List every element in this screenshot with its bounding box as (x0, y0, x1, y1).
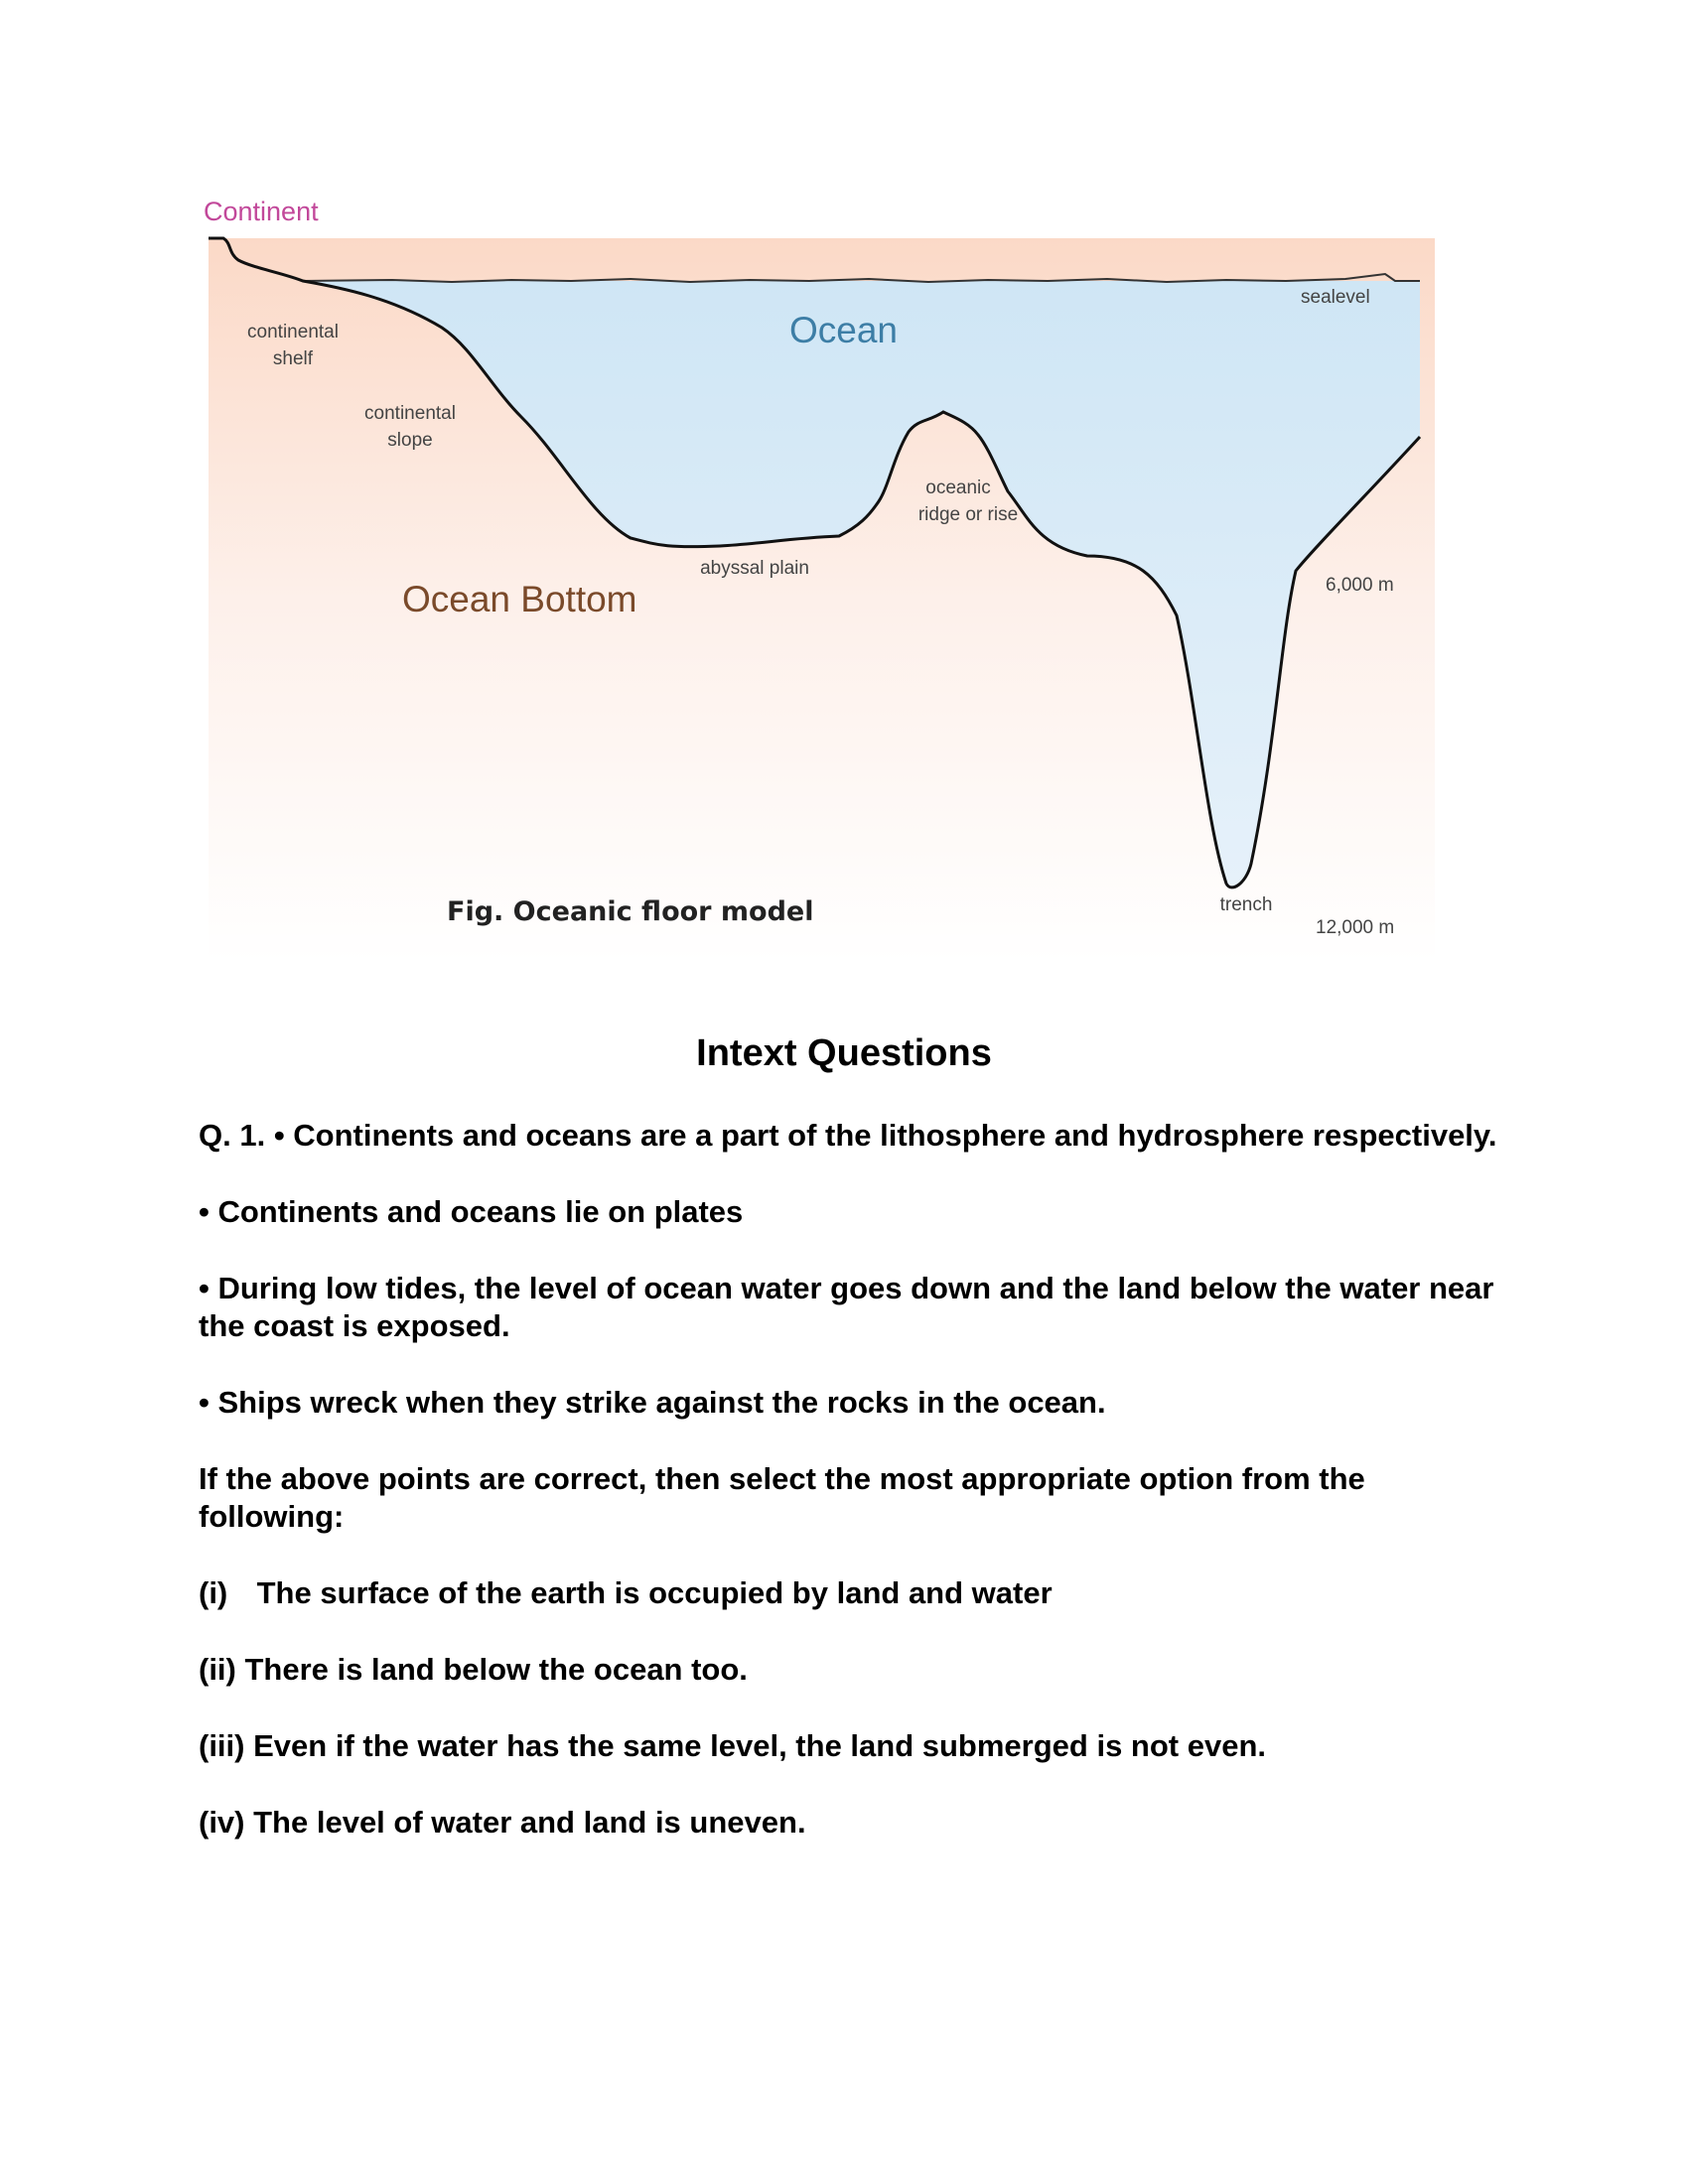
continental-slope-label-2: slope (387, 430, 433, 451)
option-number: (ii) (199, 1652, 236, 1687)
ocean-bottom-label: Ocean Bottom (402, 579, 637, 619)
option-number: (iii) (199, 1728, 245, 1763)
depth-6000-label: 6,000 m (1326, 575, 1394, 596)
question-number: Q. 1. (199, 1118, 266, 1153)
option-text: The surface of the earth is occupied by land and water (256, 1575, 1053, 1610)
question-point-3: • During low tides, the level of ocean water goes down and the land below the water near the coast is exposed. (199, 1271, 1494, 1343)
continent-label: Continent (204, 197, 319, 226)
section-heading: Intext Questions (696, 1032, 992, 1074)
question-point-text: • Continents and oceans are a part of the lithosphere and hydrosphere respectively. (273, 1118, 1497, 1153)
continental-slope-label-1: continental (364, 403, 456, 424)
oceanic-ridge-label-1: oceanic (925, 478, 991, 498)
option-text: There is land below the ocean too. (244, 1652, 748, 1687)
option-iii (199, 1727, 1509, 1765)
oceanic-ridge-label-2: ridge or rise (917, 504, 1019, 525)
question-point-1 (199, 1117, 1509, 1155)
depth-12000-label: 12,000 m (1316, 917, 1395, 938)
option-i (199, 1574, 1509, 1612)
continental-shelf-label-1: continental (247, 322, 339, 342)
ocean-label: Ocean (789, 310, 899, 350)
question-point-4: • Ships wreck when they strike against the rocks in the ocean. (199, 1385, 1106, 1420)
sealevel-label: sealevel (1301, 287, 1370, 308)
question-point-2: • Continents and oceans lie on plates (199, 1194, 744, 1229)
figure-caption: Fig. Oceanic floor model (447, 896, 814, 927)
abyssal-plain-label: abyssal plain (700, 558, 809, 579)
oceanic-floor-figure (194, 189, 1445, 973)
option-iv (199, 1804, 1509, 1842)
question-instruction: If the above points are correct, then select the most appropriate option from the following: (199, 1461, 1365, 1534)
option-number: (i) (199, 1575, 228, 1610)
oceanic-floor-diagram (194, 189, 1445, 973)
option-text: Even if the water has the same level, the land submerged is not even. (253, 1728, 1267, 1763)
option-number: (iv) (199, 1805, 245, 1840)
option-ii (199, 1651, 1509, 1689)
question-block (199, 1117, 1509, 1880)
option-text: The level of water and land is uneven. (253, 1805, 806, 1840)
trench-label: trench (1219, 894, 1273, 915)
continental-shelf-label-2: shelf (272, 348, 314, 369)
